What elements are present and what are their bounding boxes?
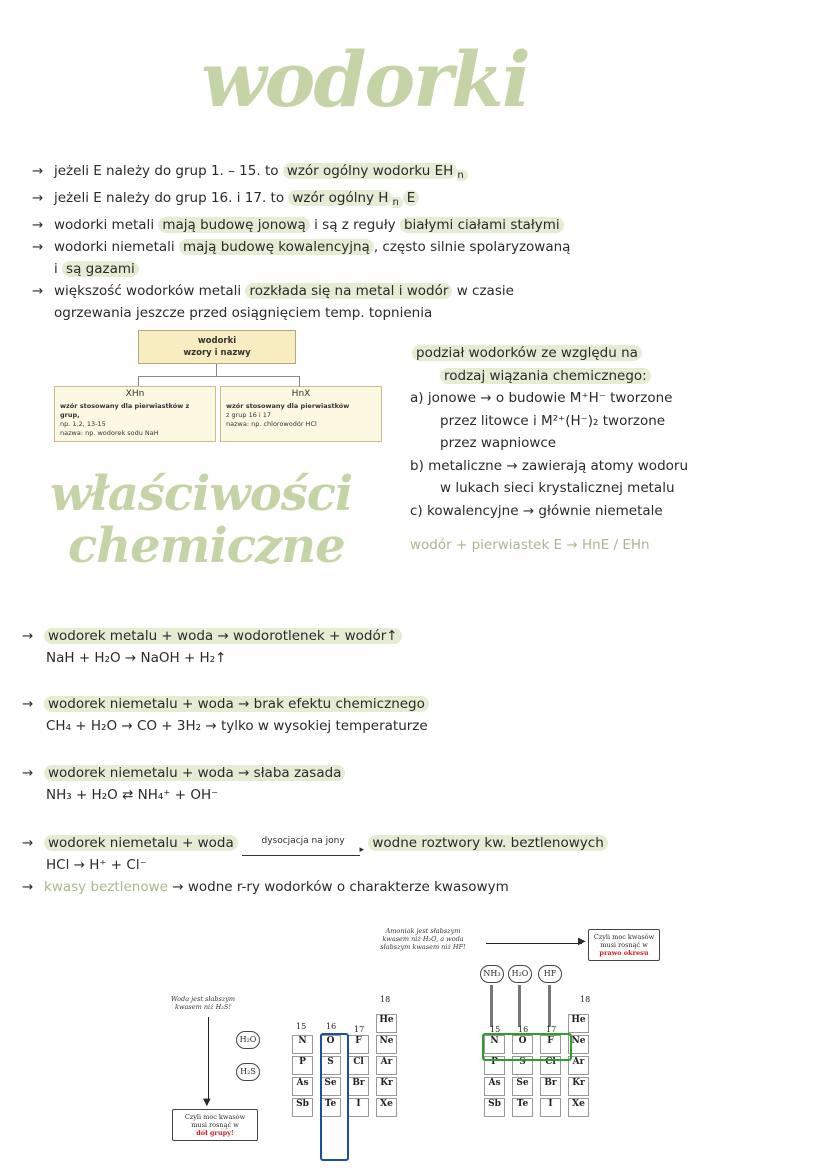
reaction-1-eq: NaH + H₂O → NaOH + H₂↑ [46,650,227,666]
reaction-3-title: wodorek niemetalu + woda → słaba zasada [44,765,345,781]
right-arrow [486,943,582,944]
element-cell: I [348,1098,369,1117]
molecule-h2o: H₂O [236,1031,260,1049]
intro-text: mają budowę kowalencyjną [179,239,374,255]
division-general: wodór + pierwiastek E → HnE / EHn [410,537,650,553]
division-a3: przez wapniowce [440,435,557,451]
element-cell: Kr [376,1077,397,1096]
group-label: 15 [296,1022,307,1031]
intro-text: większość wodorków metali [54,283,246,299]
reaction-4: → wodorek niemetalu + woda dysocjacja na jony ▸ wodne roztwory kw. beztlenowych HCl → H⁺ + Cl⁻ [22,830,608,876]
element-cell: Sb [484,1098,505,1117]
reaction-2-eq: CH₄ + H₂O → CO + 3H₂ → tylko w wysokiej temperaturze [46,718,428,734]
group-label: 17 [546,1025,557,1034]
intro-text: w czasie [452,283,514,299]
element-cell: Se [512,1077,533,1096]
intro-text: rozkłada się na metal i wodór [245,283,452,299]
molecule-h2s: H₂S [236,1063,260,1081]
properties-heading-line1: właściwości [50,466,353,522]
right-box-3: prawo okresu [599,949,649,957]
acids-prefix: kwasy beztlenowe [44,879,168,895]
element-cell: Te [512,1098,533,1117]
periodic-figure [168,925,692,1157]
molecule-hf: HF [538,965,562,983]
intro-text: wzór ogólny H [288,190,392,206]
bullet-arrow-icon: → [32,217,44,233]
division-a2: przez litowce i M²⁺(H⁻)₂ tworzone [440,412,666,429]
up-arrow [548,985,551,1027]
element-cell: Br [348,1077,369,1096]
element-cell: Se [320,1077,341,1096]
table-left-line2: np. 1,2, 13-15 [60,420,106,428]
element-cell: Ne [568,1035,589,1054]
intro-line [32,214,822,236]
division-title1: podział wodorków ze względu na [412,345,642,361]
element-cell: N [484,1035,505,1054]
element-cell: Xe [376,1098,397,1117]
table-left-line1: wzór stosowany dla pierwiastków z grup, [60,402,190,419]
bullet-arrow-icon: → [32,283,44,299]
element-cell: He [376,1014,397,1033]
up-arrow [490,985,493,1027]
table-right-line3: nazwa: np. chlorowodór HCl [226,420,317,428]
intro-text: wodorki niemetali [54,239,179,255]
connector [138,376,139,386]
reaction-4-title-end: wodne roztwory kw. beztlenowych [368,835,607,851]
reaction-1-title: wodorek metalu + woda → wodorotlenek + wodór↑ [44,628,402,644]
element-cell: Cl [540,1056,561,1075]
connector [138,376,300,377]
intro-line [32,187,822,214]
table-right-line1: wzór stosowany dla pierwiastków [226,402,350,410]
group-label: 17 [354,1025,365,1034]
table-header-line1: wodorki [197,336,237,346]
intro-text: są gazami [62,261,139,277]
left-note-box [172,1109,258,1141]
group-label: 16 [518,1025,529,1034]
top-caption-2: kwasem niż H₂O, a woda [382,935,464,943]
down-arrow [208,1017,209,1101]
bullet-arrow-icon: → [32,239,44,255]
element-cell: P [292,1056,313,1075]
formula-hnx: HnX [291,389,311,399]
up-arrow [518,985,521,1027]
element-cell: Br [540,1077,561,1096]
properties-heading-line2: chemiczne [68,518,345,574]
group-label: 16 [326,1022,337,1031]
element-cell: Sb [292,1098,313,1117]
division-b1: b) metaliczne → zawierają atomy wodoru [410,457,689,474]
intro-text: n [392,197,402,208]
table-right-line2: z grup 16 i 17 [226,411,272,419]
left-caption-1: Woda jest słabszym [170,995,236,1003]
division-c1: c) kowalencyjne → głównie niemetale [410,502,663,519]
formula-xhn: XHn [125,389,145,399]
down-arrow-head-icon: ▼ [203,1097,211,1108]
element-cell: S [512,1056,533,1075]
left-box-2: musi rosnąć w [191,1121,239,1129]
intro-line [32,160,822,187]
connector [299,376,300,386]
element-cell: Ne [376,1035,397,1054]
page-title: wodorki [201,35,529,124]
right-arrow-head-icon: ▶ [578,936,586,947]
reaction-2-title: wodorek niemetalu + woda → brak efektu chemicznego [44,696,429,712]
intro-line [32,280,822,302]
acids-rest: → wodne r-ry wodorków o charakterze kwasowym [172,879,509,895]
group-label: 18 [380,995,391,1004]
long-arrow [242,855,360,856]
reaction-4-eq: HCl → H⁺ + Cl⁻ [46,857,147,873]
highlight-group-16 [320,1033,349,1161]
reaction-2: → wodorek niemetalu + woda → brak efektu chemicznego CH₄ + H₂O → CO + 3H₂ → tylko w wysokiej temperaturze [22,693,429,737]
intro-line [32,258,822,280]
element-cell: F [348,1035,369,1054]
intro-text: białymi ciałami stałymi [400,217,564,233]
left-box-3: dół grupy! [196,1129,234,1137]
intro-text: E [403,190,420,206]
element-cell: S [320,1056,341,1075]
element-cell: Kr [568,1077,589,1096]
table-header-line2: wzory i nazwy [183,348,251,358]
intro-text: i [54,261,63,277]
element-cell: I [540,1098,561,1117]
intro-text: , często silnie spolaryzowaną [373,239,571,255]
intro-text: jeżeli E należy do grup 1. – 15. to [54,163,283,179]
element-cell: N [292,1035,313,1054]
properties-heading [50,468,380,572]
top-caption-1: Amoniak jest słabszym [385,927,461,935]
element-cell: O [320,1035,341,1054]
bullet-arrow-icon: → [32,163,44,179]
molecule-nh3: NH₃ [480,965,504,983]
element-cell: Ar [376,1056,397,1075]
element-cell: P [484,1056,505,1075]
reaction-1: → wodorek metalu + woda → wodorotlenek + wodór↑ NaH + H₂O → NaOH + H₂↑ [22,625,402,669]
reaction-4-title: wodorek niemetalu + woda [44,835,238,851]
element-cell: Ar [568,1056,589,1075]
table-left-box [54,386,216,442]
table-right-box [220,386,382,442]
connector [216,364,217,376]
division-b2: w lukach sieci krystalicznej metalu [440,480,675,496]
group-label: 18 [580,995,591,1004]
division-section [410,342,688,557]
element-cell: Xe [568,1098,589,1117]
element-cell: Te [320,1098,341,1117]
intro-text: mają budowę jonową [158,217,309,233]
element-cell: As [292,1077,313,1096]
element-cell: As [484,1077,505,1096]
intro-text: n [457,170,467,181]
highlight-period-2 [482,1033,572,1061]
element-cell: O [512,1035,533,1054]
right-note-box [588,929,660,961]
element-cell: Cl [348,1056,369,1075]
molecule-h2o-right: H₂O [508,965,532,983]
reaction-4-over: dysocjacja na jony [261,836,345,846]
intro-text: ogrzewania jeszcze przed osiągnięciem temp. topnienia [54,305,433,321]
group-label: 15 [490,1025,501,1034]
intro-text: wodorki metali [54,217,159,233]
top-caption-3: słabszym kwasem niż HF! [380,943,466,951]
table-header [138,330,296,364]
reaction-3: → wodorek niemetalu + woda → słaba zasada NH₃ + H₂O ⇄ NH₄⁺ + OH⁻ [22,762,345,806]
intro-list [32,160,822,324]
element-cell: He [568,1014,589,1033]
intro-text: i są z reguły [309,217,400,233]
table-left-line3: nazwa: np. wodorek sodu NaH [60,429,159,437]
reaction-3-eq: NH₃ + H₂O ⇄ NH₄⁺ + OH⁻ [46,787,219,803]
right-box-1: Czyli moc kwasów [593,933,655,941]
intro-line [32,302,822,324]
element-cell: F [540,1035,561,1054]
left-caption-2: kwasem niż H₂S! [175,1003,231,1011]
intro-text: wzór ogólny wodorku EH [283,163,458,179]
right-box-2: musi rosnąć w [600,941,648,949]
division-a1: a) jonowe → o budowie M⁺H⁻ tworzone [410,390,673,406]
intro-text: jeżeli E należy do grup 16. i 17. to [54,190,289,206]
division-title2: rodzaj wiązania chemicznego: [440,368,651,384]
intro-line [32,236,822,258]
acids-line: → kwasy beztlenowe → wodne r-ry wodorków o charakterze kwasowym [22,879,509,895]
left-box-1: Czyli moc kwasów [184,1113,246,1121]
bullet-arrow-icon: → [32,190,44,206]
